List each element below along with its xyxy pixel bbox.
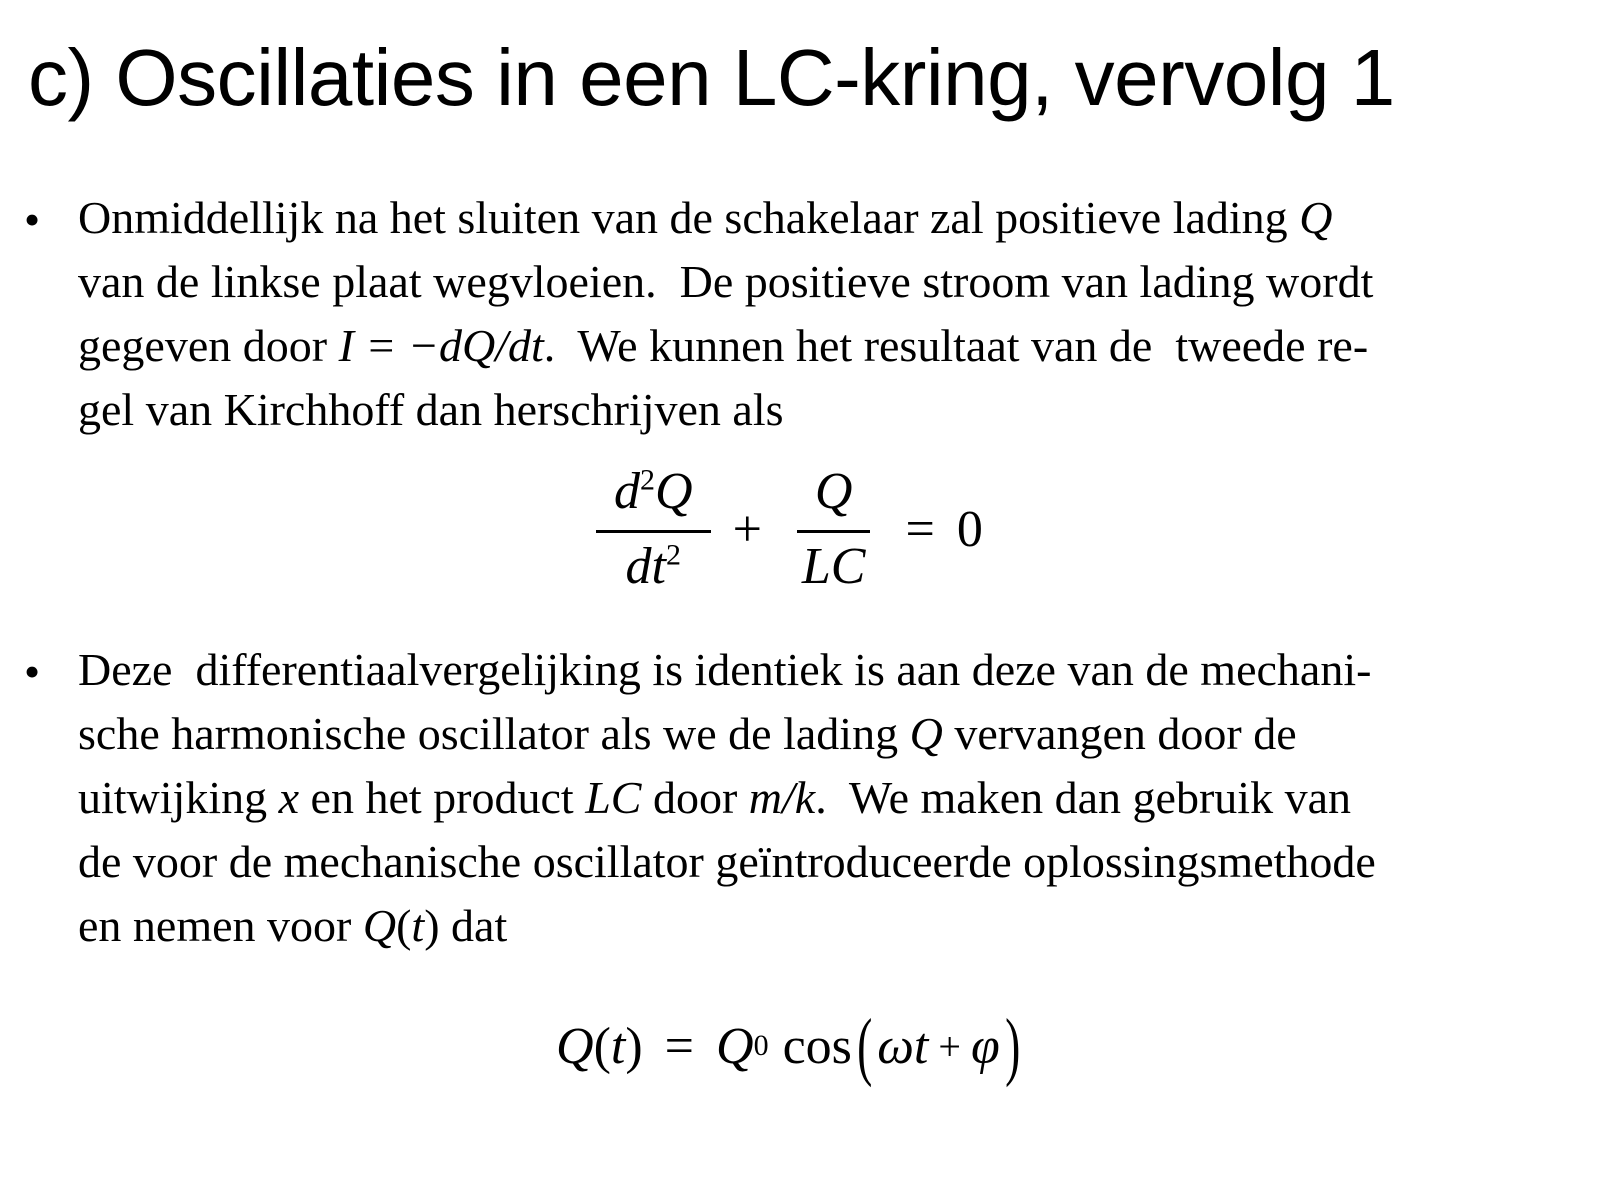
text-line: Onmiddellijk na het sluiten van de schakelaar zal positieve lading Q <box>78 192 1333 243</box>
fraction-q-over-lc: $\frac{Q}{LC}$ <box>784 462 884 597</box>
math-var: Q <box>1299 192 1333 243</box>
text-line: sche harmonische oscillator als we de lading Q vervangen door de <box>78 708 1297 759</box>
math-var: Q <box>362 900 397 951</box>
text-line: Deze differentiaalvergelijking is identiek is aan deze van de mechani- <box>78 644 1372 695</box>
text-line: gel van Kirchhoff dan herschrijven als <box>78 384 784 435</box>
inline-formula: I = −dQ/dt <box>338 320 544 371</box>
kirchhoff-equation <box>596 462 983 597</box>
equation-rhs: 0 <box>956 501 983 558</box>
solution-equation: Q ( t ) = Q 0 cos ( ωt + φ ) <box>556 1004 1020 1088</box>
math-var: Q <box>909 708 943 759</box>
equals-sign: = <box>664 1017 694 1075</box>
bullet-marker: • <box>24 646 41 697</box>
cos-function: cos <box>782 1017 852 1075</box>
fraction-second-derivative: $\frac{d^2Q}{dt^2}$ <box>596 462 711 597</box>
close-paren: ) <box>1004 1004 1020 1088</box>
text-line: en nemen voor Q(t) dat <box>78 900 508 951</box>
bullet-paragraph-1 <box>78 186 1588 442</box>
equals-sign: = <box>905 501 935 558</box>
math-var: x <box>278 772 300 823</box>
bullet-paragraph-2 <box>78 638 1588 958</box>
text-line: de voor de mechanische oscillator geïntroduceerde oplossingsmethode <box>78 836 1376 887</box>
text-line: van de linkse plaat wegvloeien. De positieve stroom van lading wordt <box>78 256 1374 307</box>
text-line: gegeven door I = −dQ/dt. We kunnen het resultaat van de tweede re- <box>78 320 1369 371</box>
amplitude: Q <box>716 1017 754 1075</box>
open-paren: ( <box>856 1004 873 1088</box>
math-var: LC <box>585 772 642 823</box>
bullet-marker: • <box>24 194 41 245</box>
text-line: uitwijking x en het product LC door m/k. We maken dan gebruik van <box>78 772 1351 823</box>
math-var: m/k <box>748 772 816 823</box>
plus-sign: + <box>732 501 762 558</box>
slide-title: c) Oscillaties in een LC-kring, vervolg 1 <box>28 33 1395 122</box>
plus-sign: + <box>938 1023 961 1069</box>
